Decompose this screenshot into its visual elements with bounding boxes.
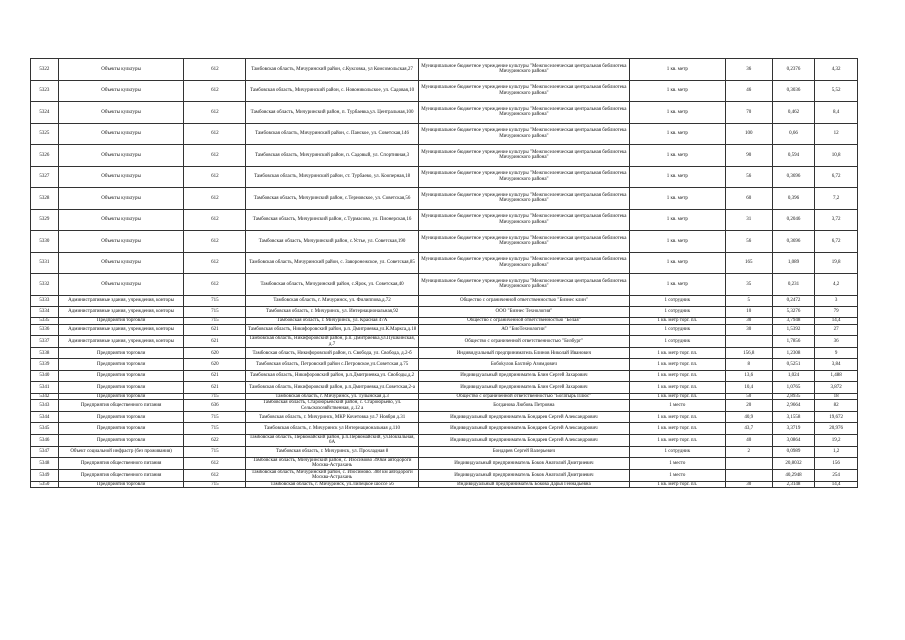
norm-cell: 12 — [815, 123, 858, 145]
address-cell: Тамбовская область, Первомайский район, р.п.Первомайский, ул.Вокзальная, 6А — [246, 434, 419, 446]
address-cell: Тамбовская область, г. Мичуринск, ул. Прохладная 8 — [246, 446, 419, 457]
address-cell: Тамбовская область, Никифоровский район, р.п. Дмитриевка,ул.Пушкинская, д.7 — [246, 336, 419, 348]
norm-cell: 18 — [815, 393, 858, 400]
row-number-cell: 5327 — [31, 166, 59, 188]
table-row — [31, 252, 858, 274]
address-cell: Тамбовская область, Никифоровский район, р.п.Дмитриевка,ул. Свободы,д.2 — [246, 370, 419, 381]
measure-unit-cell: 1 сотрудник — [629, 306, 725, 317]
district-code-cell: 620 — [184, 348, 246, 359]
address-cell: Тамбовская область, Мичуринский район, с. Изосимово 390км автодороги Москва-Астрахань — [246, 458, 419, 470]
row-number-cell: 5325 — [31, 123, 59, 145]
row-number-cell: 5343 — [31, 400, 59, 412]
object-category-cell: Предприятия общественного питания — [58, 400, 184, 412]
norm-cell: 20,976 — [815, 423, 858, 434]
row-number-cell: 5338 — [31, 348, 59, 359]
address-cell: Тамбовская область, Мичуринский район, ст. Турбаево, ул. Кооперная,18 — [246, 166, 419, 188]
row-number-cell: 5330 — [31, 231, 59, 253]
object-category-cell: Объекты культуры — [58, 80, 184, 102]
volume-cell: 5,3276 — [772, 306, 815, 317]
row-number-cell: 5336 — [31, 324, 59, 335]
measure-unit-cell: 1 место — [629, 400, 725, 412]
address-cell: Тамбовская область, Мичуринский район, с.Куксовка, ул Комсомольская,27 — [246, 59, 419, 81]
quantity-cell: 30 — [725, 481, 772, 488]
norm-cell: 10,8 — [815, 145, 858, 167]
volume-cell: 2,3148 — [772, 481, 815, 488]
row-number-cell: 5341 — [31, 382, 59, 393]
object-category-cell: Административные здания, учреждения, конторы — [58, 336, 184, 348]
row-number-cell: 5345 — [31, 423, 59, 434]
measure-unit-cell: 1 сотрудник — [629, 336, 725, 348]
measure-unit-cell: 1 кв. метр — [629, 59, 725, 81]
measure-unit-cell: 1 кв. метр — [629, 145, 725, 167]
measure-unit-cell: 1 кв. метр — [629, 80, 725, 102]
organization-cell: Индивидуальный предприниматель Боков Анатолий Дмитриевич — [418, 458, 629, 470]
quantity-cell: 56 — [725, 166, 772, 188]
district-code-cell: 612 — [184, 123, 246, 145]
district-code-cell: 620 — [184, 359, 246, 370]
quantity-cell: 46 — [725, 80, 772, 102]
district-code-cell: 715 — [184, 318, 246, 325]
volume-cell: 0,3696 — [772, 231, 815, 253]
organization-cell: Общество с ограниченной ответственностью "Бизнес клин" — [418, 295, 629, 306]
table-row — [31, 59, 858, 81]
district-code-cell: 612 — [184, 274, 246, 296]
table-row — [31, 469, 858, 481]
table-row — [31, 318, 858, 325]
address-cell: Тамбовская область, Мичуринский район, с. Заворонежское, ул. Советская,85 — [246, 252, 419, 274]
table-row — [31, 393, 858, 400]
organization-cell: Муниципальное бюджетное учреждение культуры "Межпоселенческая центральная библиотека Мичуринского района" — [418, 123, 629, 145]
quantity-cell: 36 — [725, 59, 772, 81]
district-code-cell: 612 — [184, 458, 246, 470]
row-number-cell: 5337 — [31, 336, 59, 348]
volume-cell: 0,5251 — [772, 359, 815, 370]
measure-unit-cell: 1 кв. метр торг. пл. — [629, 382, 725, 393]
norm-cell: 9 — [815, 348, 858, 359]
district-code-cell: 621 — [184, 382, 246, 393]
district-code-cell: 715 — [184, 412, 246, 423]
volume-cell: 3,1558 — [772, 412, 815, 423]
table-row — [31, 80, 858, 102]
table-row — [31, 412, 858, 423]
measure-unit-cell: 1 сотрудник — [629, 446, 725, 457]
volume-cell: 3,7948 — [772, 318, 815, 325]
measure-unit-cell: 1 кв. метр торг. пл. — [629, 423, 725, 434]
volume-cell: 0,2472 — [772, 295, 815, 306]
table-row — [31, 359, 858, 370]
object-category-cell: Предприятия торговли — [58, 359, 184, 370]
norm-cell: 6,72 — [815, 231, 858, 253]
norm-cell: 5,52 — [815, 80, 858, 102]
quantity-cell: 10,4 — [725, 382, 772, 393]
address-cell: Тамбовская область, Мичуринский район, п. Садовый, ул. Спортивная,3 — [246, 145, 419, 167]
address-cell: Тамбовская область, г. Мичуринск, МКР Кочетовка ул.7 Ноября д.31 — [246, 412, 419, 423]
district-code-cell: 612 — [184, 252, 246, 274]
quantity-cell: 35 — [725, 274, 772, 296]
measure-unit-cell: 1 кв. метр торг. пл. — [629, 359, 725, 370]
district-code-cell: 621 — [184, 324, 246, 335]
address-cell: Тамбовская область, г. Мичуринск, ул. Тулынская д.3 — [246, 393, 419, 400]
quantity-cell — [725, 336, 772, 348]
norm-cell: 156 — [815, 458, 858, 470]
address-cell: Тамбовская область, Никифоровский район, р.п. Дмитриевка,ул.К.Маркса,д.18 — [246, 324, 419, 335]
address-cell: Тамбовская область, г. Мичуринск, ул. Интернациональная,92 — [246, 306, 419, 317]
table-row — [31, 348, 858, 359]
norm-cell: 6,72 — [815, 166, 858, 188]
object-category-cell: Объект социальной инфрастр (без проживания) — [58, 446, 184, 457]
volume-cell: 0,462 — [772, 102, 815, 124]
measure-unit-cell: 1 кв. метр — [629, 252, 725, 274]
quantity-cell: 60 — [725, 188, 772, 210]
district-code-cell: 715 — [184, 306, 246, 317]
table-row — [31, 434, 858, 446]
row-number-cell: 5333 — [31, 295, 59, 306]
row-number-cell: 5322 — [31, 59, 59, 81]
object-category-cell: Объекты культуры — [58, 274, 184, 296]
district-code-cell: 612 — [184, 231, 246, 253]
volume-cell: 0,2376 — [772, 59, 815, 81]
volume-cell: 1,024 — [772, 370, 815, 381]
quantity-cell: 100 — [725, 123, 772, 145]
organization-cell: Общество с ограниченной ответственностью "Богатырь Плюс" — [418, 393, 629, 400]
quantity-cell: 50 — [725, 393, 772, 400]
row-number-cell: 5348 — [31, 458, 59, 470]
norm-cell: 19,8 — [815, 252, 858, 274]
norm-cell: 3,84 — [815, 359, 858, 370]
address-cell: Тамбовская область, Никифоровский район, п. Свобода, ул. Свобода, д.2-б — [246, 348, 419, 359]
organization-cell: Муниципальное бюджетное учреждение культуры "Межпоселенческая центральная библиотека Мичуринского района" — [418, 166, 629, 188]
district-code-cell: 715 — [184, 295, 246, 306]
object-category-cell: Объекты культуры — [58, 102, 184, 124]
norm-cell: 14,4 — [815, 318, 858, 325]
table-row — [31, 274, 858, 296]
quantity-cell: 30 — [725, 318, 772, 325]
volume-cell: 0,3696 — [772, 166, 815, 188]
district-code-cell: 715 — [184, 393, 246, 400]
norm-cell: 79 — [815, 306, 858, 317]
volume-cell: 0,594 — [772, 145, 815, 167]
object-category-cell: Предприятия торговли — [58, 318, 184, 325]
row-number-cell: 5347 — [31, 446, 59, 457]
address-cell: Тамбовская область, Мичуринский район, с.Устье, ул. Советская,190 — [246, 231, 419, 253]
measure-unit-cell: 1 кв. метр торг. пл. — [629, 393, 725, 400]
volume-cell: 3,0864 — [772, 434, 815, 446]
norm-cell: 36 — [815, 336, 858, 348]
quantity-cell: 40 — [725, 434, 772, 446]
volume-cell: 2,8935 — [772, 393, 815, 400]
row-number-cell: 5323 — [31, 80, 59, 102]
norm-cell: 254 — [815, 469, 858, 481]
address-cell: Тамбовская область, г. Мичуринск, ул. Красная 47А — [246, 318, 419, 325]
row-number-cell: 5332 — [31, 274, 59, 296]
district-code-cell: 715 — [184, 446, 246, 457]
norm-cell: 82 — [815, 400, 858, 412]
organization-cell: АО "БиоТехнологии" — [418, 324, 629, 335]
organization-cell: Бобоkулов Бахтиёр Азимдович — [418, 359, 629, 370]
quantity-cell: 8 — [725, 359, 772, 370]
district-code-cell: 636 — [184, 400, 246, 412]
address-cell: Тамбовская область, Никифоровский район, р.п.Дмитриевка,ул.Советская,2-а — [246, 382, 419, 393]
district-code-cell: 715 — [184, 481, 246, 488]
district-code-cell: 612 — [184, 80, 246, 102]
norm-cell: 4,2 — [815, 274, 858, 296]
norm-cell: 14,4 — [815, 481, 858, 488]
norm-cell: 7,2 — [815, 188, 858, 210]
district-code-cell: 612 — [184, 209, 246, 231]
measure-unit-cell: 1 кв. метр — [629, 102, 725, 124]
measure-unit-cell: 1 кв. метр — [629, 209, 725, 231]
quantity-cell: 43,7 — [725, 423, 772, 434]
object-category-cell: Предприятия торговли — [58, 393, 184, 400]
volume-cell: 3,3719 — [772, 423, 815, 434]
organization-cell: Индивидуальный предприниматель Боков Анатолий Дмитриевич — [418, 469, 629, 481]
organization-cell: Муниципальное бюджетное учреждение культуры "Межпоселенческая центральная библиотека Мичуринского района" — [418, 102, 629, 124]
organization-cell: Муниципальное бюджетное учреждение культуры "Межпоселенческая центральная библиотека Мичуринского района" — [418, 209, 629, 231]
quantity-cell: 165 — [725, 252, 772, 274]
registry-table — [30, 58, 858, 488]
district-code-cell: 612 — [184, 102, 246, 124]
object-category-cell: Предприятия общественного питания — [58, 469, 184, 481]
object-category-cell: Объекты культуры — [58, 123, 184, 145]
quantity-cell: 70 — [725, 102, 772, 124]
norm-cell: 19,672 — [815, 412, 858, 423]
organization-cell: Богданова Любовь Петровна — [418, 400, 629, 412]
object-category-cell: Административные здания, учреждения, конторы — [58, 324, 184, 335]
measure-unit-cell: 1 кв. метр — [629, 231, 725, 253]
norm-cell: 1,488 — [815, 370, 858, 381]
organization-cell: Индивидуальный предприниматель Блин Сергей Захарович — [418, 370, 629, 381]
table-row — [31, 188, 858, 210]
organization-cell: Муниципальное бюджетное учреждение культуры "Межпоселенческая центральная библиотека Мичуринского района" — [418, 274, 629, 296]
address-cell: Тамбовская область, Петровский район с.Петровское,ул.Советская д.75 — [246, 359, 419, 370]
measure-unit-cell: 1 место — [629, 469, 725, 481]
quantity-cell: 20 — [725, 400, 772, 412]
norm-cell: 3,872 — [815, 382, 858, 393]
table-body — [31, 59, 858, 488]
table-row — [31, 102, 858, 124]
organization-cell: Общество с ограниченной ответственностью "Белая" — [418, 318, 629, 325]
volume-cell: 0,3036 — [772, 80, 815, 102]
object-category-cell: Предприятия торговли — [58, 423, 184, 434]
address-cell: Тамбовская область, Мичуринский район, с. Изосимово. 388 км автодороги Москва-Астрахань — [246, 469, 419, 481]
organization-cell: Индивидуальный предприниматель Бондарев Сергей Александрович — [418, 412, 629, 423]
row-number-cell: 5326 — [31, 145, 59, 167]
row-number-cell: 5350 — [31, 481, 59, 488]
quantity-cell: 10 — [725, 306, 772, 317]
object-category-cell: Предприятия торговли — [58, 412, 184, 423]
quantity-cell: 56 — [725, 231, 772, 253]
district-code-cell: 612 — [184, 166, 246, 188]
measure-unit-cell: 1 кв. метр — [629, 123, 725, 145]
address-cell: Тамбовская область, Мичуринский район, с.Терновское, ул. Советская,56 — [246, 188, 419, 210]
measure-unit-cell: 1 кв. метр торг. пл. — [629, 370, 725, 381]
address-cell: Тамбовская область, Мичуринский район, п. Турбаевка,ул. Центральная,100 — [246, 102, 419, 124]
table-row — [31, 481, 858, 488]
object-category-cell: Административные здания, учреждения, конторы — [58, 295, 184, 306]
measure-unit-cell: 1 кв. метр — [629, 166, 725, 188]
row-number-cell: 5340 — [31, 370, 59, 381]
district-code-cell: 612 — [184, 59, 246, 81]
organization-cell: Муниципальное бюджетное учреждение культуры "Межпоселенческая центральная библиотека Мичуринского района" — [418, 59, 629, 81]
row-number-cell: 5335 — [31, 318, 59, 325]
object-category-cell: Объекты культуры — [58, 166, 184, 188]
volume-cell: 1,089 — [772, 252, 815, 274]
organization-cell: Индивидуальный предприниматель Блинов Николай Иванович — [418, 348, 629, 359]
quantity-cell: 30 — [725, 324, 772, 335]
quantity-cell: 2 — [725, 446, 772, 457]
measure-unit-cell: 1 сотрудник — [629, 295, 725, 306]
object-category-cell: Предприятия торговли — [58, 382, 184, 393]
table-row — [31, 382, 858, 393]
table-row — [31, 123, 858, 145]
object-category-cell: Объекты культуры — [58, 59, 184, 81]
address-cell: Тамбовская область, Мичуринский район, с.Турмасово, ул. Пионерская,16 — [246, 209, 419, 231]
volume-cell: 0,66 — [772, 123, 815, 145]
norm-cell: 3,72 — [815, 209, 858, 231]
organization-cell: Бондарев Сергей Валерьевич — [418, 446, 629, 457]
quantity-cell — [725, 458, 772, 470]
quantity-cell: 31 — [725, 209, 772, 231]
norm-cell: 1,2 — [815, 446, 858, 457]
row-number-cell: 5344 — [31, 412, 59, 423]
table-row — [31, 231, 858, 253]
address-cell: Тамбовская область, Мичуринский район, с. Панское, ул. Советская,146 — [246, 123, 419, 145]
organization-cell: Индивидуальный предприниматель Бокова Дарья Геннадьевна — [418, 481, 629, 488]
norm-cell: 19,2 — [815, 434, 858, 446]
measure-unit-cell: 1 кв. метр торг. пл. — [629, 434, 725, 446]
row-number-cell: 5349 — [31, 469, 59, 481]
organization-cell: Муниципальное бюджетное учреждение культуры "Межпоселенческая центральная библиотека Мичуринского района" — [418, 252, 629, 274]
district-code-cell: 612 — [184, 188, 246, 210]
object-category-cell: Административные здания, учреждения, конторы — [58, 306, 184, 317]
volume-cell: 1,5392 — [772, 324, 815, 335]
norm-cell: 3 — [815, 295, 858, 306]
volume-cell: 2,9664 — [772, 400, 815, 412]
organization-cell: Общество с ограниченной ответственностью "Бизбург" — [418, 336, 629, 348]
volume-cell: 0,396 — [772, 188, 815, 210]
volume-cell: 1,2308 — [772, 348, 815, 359]
object-category-cell: Предприятия торговли — [58, 370, 184, 381]
object-category-cell: Объекты культуры — [58, 209, 184, 231]
quantity-cell: 5 — [725, 295, 772, 306]
row-number-cell: 5329 — [31, 209, 59, 231]
row-number-cell: 5324 — [31, 102, 59, 124]
object-category-cell: Предприятия торговли — [58, 348, 184, 359]
row-number-cell: 5346 — [31, 434, 59, 446]
district-code-cell: 621 — [184, 370, 246, 381]
measure-unit-cell: 1 кв. метр торг. пл. — [629, 348, 725, 359]
row-number-cell: 5331 — [31, 252, 59, 274]
volume-cell: 0,0989 — [772, 446, 815, 457]
organization-cell: Муниципальное бюджетное учреждение культуры "Межпоселенческая центральная библиотека Мичуринского района" — [418, 145, 629, 167]
district-code-cell: 715 — [184, 423, 246, 434]
district-code-cell: 621 — [184, 336, 246, 348]
object-category-cell: Объекты культуры — [58, 145, 184, 167]
quantity-cell: 40,9 — [725, 412, 772, 423]
address-cell: Тамбовская область, Староюрьевский район, с. Староюрьево, ул. Сельскохозяйственная, д.12 а — [246, 400, 419, 412]
volume-cell: 20,8032 — [772, 458, 815, 470]
norm-cell: 8,4 — [815, 102, 858, 124]
address-cell: Тамбовская область, г. Мичуринск, ул.Липецкое шоссе 56 — [246, 481, 419, 488]
table-row — [31, 166, 858, 188]
address-cell: Тамбовская область, г. Мичуринск ул Интернациональная д.110 — [246, 423, 419, 434]
table-row — [31, 209, 858, 231]
volume-cell: 40,2948 — [772, 469, 815, 481]
table-row — [31, 370, 858, 381]
district-code-cell: 612 — [184, 469, 246, 481]
table-row — [31, 145, 858, 167]
volume-cell: 0,2046 — [772, 209, 815, 231]
table-row — [31, 295, 858, 306]
measure-unit-cell: 1 кв. метр торг. пл. — [629, 481, 725, 488]
table-row — [31, 446, 858, 457]
organization-cell: Муниципальное бюджетное учреждение культуры "Межпоселенческая центральная библиотека Мичуринского района" — [418, 188, 629, 210]
object-category-cell: Объекты культуры — [58, 252, 184, 274]
address-cell: Тамбовская область, Мичуринский район, с.Ярок, ул. Советская,40 — [246, 274, 419, 296]
district-code-cell: 612 — [184, 145, 246, 167]
object-category-cell: Объекты культуры — [58, 188, 184, 210]
volume-cell: 1,7856 — [772, 336, 815, 348]
row-number-cell: 5342 — [31, 393, 59, 400]
organization-cell: Индивидуальный предприниматель Блин Сергей Захарович — [418, 382, 629, 393]
quantity-cell: 90 — [725, 145, 772, 167]
quantity-cell: 156,8 — [725, 348, 772, 359]
object-category-cell: Объекты культуры — [58, 231, 184, 253]
quantity-cell: 13,6 — [725, 370, 772, 381]
object-category-cell: Предприятия общественного питания — [58, 458, 184, 470]
row-number-cell: 5334 — [31, 306, 59, 317]
measure-unit-cell: 1 кв. метр — [629, 188, 725, 210]
measure-unit-cell: 1 сотрудник — [629, 324, 725, 335]
table-row — [31, 306, 858, 317]
measure-unit-cell: 1 кв. метр торг. пл. — [629, 412, 725, 423]
address-cell: Тамбовская область, Мичуринский район, с. Новоникольское, ул. Садовая,10 — [246, 80, 419, 102]
object-category-cell: Предприятия торговли — [58, 434, 184, 446]
organization-cell: Муниципальное бюджетное учреждение культуры "Межпоселенческая центральная библиотека Мичуринского района" — [418, 80, 629, 102]
volume-cell: 1,0765 — [772, 382, 815, 393]
organization-cell: Муниципальное бюджетное учреждение культуры "Межпоселенческая центральная библиотека Мичуринского района" — [418, 231, 629, 253]
measure-unit-cell: 1 место — [629, 458, 725, 470]
measure-unit-cell: 1 кв. метр — [629, 274, 725, 296]
table-row — [31, 423, 858, 434]
row-number-cell: 5328 — [31, 188, 59, 210]
organization-cell: Индивидуальный предприниматель Бондарев Сергей Александрович — [418, 423, 629, 434]
object-category-cell: Предприятия торговли — [58, 481, 184, 488]
table-row — [31, 400, 858, 412]
table-row — [31, 324, 858, 335]
measure-unit-cell: 1 кв. метр торг. пл. — [629, 318, 725, 325]
organization-cell: Индивидуальный предприниматель Бондарев Сергей Александрович — [418, 434, 629, 446]
table-row — [31, 336, 858, 348]
quantity-cell — [725, 469, 772, 481]
address-cell: Тамбовская область, г. Мичуринск, ул. Филиппова,д.72 — [246, 295, 419, 306]
organization-cell: ООО "Бизнес Технология" — [418, 306, 629, 317]
table-row — [31, 458, 858, 470]
volume-cell: 0,231 — [772, 274, 815, 296]
norm-cell: 4,32 — [815, 59, 858, 81]
district-code-cell: 622 — [184, 434, 246, 446]
norm-cell: 27 — [815, 324, 858, 335]
row-number-cell: 5339 — [31, 359, 59, 370]
